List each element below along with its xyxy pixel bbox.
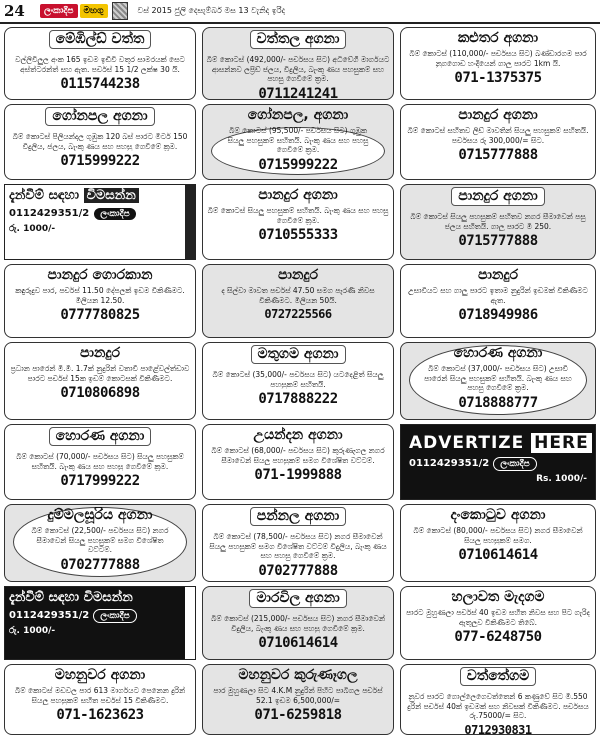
promo-title: දැන්වීම් සඳහා විමසන්න <box>9 590 133 605</box>
promo-brand-logo: ලංකාදීප <box>93 609 137 623</box>
page-number: 24 <box>4 2 25 20</box>
classified-ad <box>202 664 394 735</box>
ad-phone: 0710555333 <box>258 227 338 243</box>
advertise-phone: 0112429351/2 ලංකාදීප <box>409 457 587 471</box>
ad-title: කළුතර අගනා <box>457 30 539 46</box>
date-line: වස් 2015 ජුලි දෙසැම්බර් මස 13 වැනිද ඉරිද <box>137 6 286 15</box>
classified-ad <box>4 264 196 338</box>
ad-title: පානදුර අගනා <box>258 187 338 203</box>
ad-body: බිම් කොටස් පිලියන්දල ගුඹුක 120 බස් පාරට මීටර් 150 විදුලිය, ජලය, බැංකු ණය සහ පහසු ගෙවීමේ ක්‍රම. <box>12 132 188 151</box>
classified-ad <box>202 264 394 338</box>
ad-body: බිම් කොටස් (70,000/- පර්චසය සිට) සියලු පහසුකම් සහිතයි. බැංකු ණය සහ පහසු ගෙවීමේ ක්‍රම. <box>16 452 184 471</box>
ad-title: හොරණ අගනා <box>49 427 152 446</box>
page-header <box>0 0 600 24</box>
ad-body: බිම් කොටස් මඩවල පාර 613 මාර්ගයට පෙනෙන දුරින් සියලු පහසුකම් සහිත පර්චස් 15 විකිණීමට. <box>14 686 186 705</box>
ad-phone: 0712930831 <box>464 722 532 735</box>
ad-body: වල්ලිවිලුල අංක 165 ඉඩම ඉඩිවි වතුර සාමරයක් සෙට අස්ත්ටරන්ත් සහ ඇත. පර්චස් 15 1/2 ලක්ෂ 30 යි. <box>15 55 185 74</box>
ad-body: බිම් කොටස් සහිතව ලිඩ් මාවතින් සියලු පහසුකම් සහිතයි. පර්චසය රු 300,000/= සිට. <box>407 126 589 145</box>
promo-stripe <box>185 185 195 259</box>
classified-ad <box>202 586 394 660</box>
classified-ad <box>4 504 196 582</box>
promo-brand-logo: ලංකාදීප <box>93 207 137 221</box>
ad-phone: 077-6248750 <box>454 629 542 645</box>
ad-body: උසාවියට සහ ගාලු පාරට ඉතාම නුදුරින් ඉඩමක් විකිණීමට ඇත. <box>408 286 588 305</box>
classified-ad <box>4 27 196 100</box>
classified-ad <box>4 424 196 500</box>
logo-right-text: මහගු <box>80 4 108 18</box>
ad-phone: 0715999222 <box>60 153 140 169</box>
classified-ad <box>4 104 196 180</box>
emblem-icon <box>112 2 128 20</box>
classified-ad <box>202 504 394 582</box>
ad-body: ප්‍රධාන පාරෙන් මී.මී. 1.7ක් නුදුරින් වතාවී පාළේවල්ත්ඩාව පාරට පර්චස් 15ක ඉඩම් කොටසක් විකිණීමට. <box>10 364 190 383</box>
ad-title: මතුගම අගනා <box>251 345 346 364</box>
ad-body: බිම් කොටස් (78,500/- පර්චසය සිට) නගර සීමාවෙන් සියලු පහසුකම් සමග විශේෂිත වට්ටම් විදුලිය, බැංකු ණය සහ පහසු ගෙවීමේ ක්‍රම. <box>209 532 387 560</box>
ad-body: බිම් කොටස් (68,000/- පර්චසය සිට) කුරුණෑගල නගර සීමාවෙන් සියලු පහසුකම් සමග විශේෂිත වට්ටම්. <box>211 446 385 465</box>
promo-price: රු. 1000/- <box>9 626 56 636</box>
ad-phone: 0717888222 <box>258 391 338 407</box>
ad-body: බිම් කොටස් (95,500/- පර්චසය සිට) ගුඹුක සියලු පහසුකම් සහිතයි. බැංකු ණය සහ පහසු ගෙවීමේ ක්‍රම. <box>227 126 369 154</box>
ad-body: බිම් කොටස් (215,000/- පර්චසය සිට) නගර සීමාවෙන් විදුලිය, බැංකු ණය සහ පහසු ගෙවීමේ ක්‍රම. <box>210 614 385 633</box>
ad-title: වත්තේගම <box>460 667 536 686</box>
logo-left-text: ලංකාදීප <box>40 4 78 18</box>
ad-title: ගෝනපල, අගනා <box>247 107 349 123</box>
ad-phone: 0710614614 <box>458 547 538 563</box>
promo-phone: 0112429351/2 ලංකාදීප <box>9 207 181 221</box>
classified-ad <box>400 342 596 420</box>
ad-body: බිම් කොටස් සියලු පහසුකම් සහිතයි. බැංකු ණය සහ පහසු ගෙවීමේ ක්‍රම. <box>207 206 389 225</box>
classified-ad <box>4 664 196 735</box>
promo-stripe <box>185 587 195 659</box>
ad-phone: 0710806898 <box>60 385 140 401</box>
ad-body: බිම් කොටස් (35,000/- පර්චසය සිට) යටදෙළිත් සියලු පහසුකම් සහිතයි. <box>212 370 384 389</box>
ad-phone: 0702777888 <box>60 556 140 573</box>
ad-phone: 0715777888 <box>458 233 538 249</box>
ad-title: හොරණ අගනා <box>453 345 543 361</box>
advertising-promo <box>4 586 196 660</box>
ad-title: දුම්මලසූරිය අගනා <box>47 507 153 523</box>
advertise-title: ADVERTIZE HERE <box>409 433 587 453</box>
ad-title: පානදුර <box>477 267 519 283</box>
ad-title: පානදුර <box>79 345 121 361</box>
ad-title: මහනුවර අගනා <box>54 667 146 683</box>
classified-ad <box>400 104 596 180</box>
classified-ad <box>400 586 596 660</box>
ad-title: හලාවත මැදගම <box>451 589 545 605</box>
classified-ad <box>202 342 394 420</box>
ad-title: වත්තල අගනා <box>250 30 347 49</box>
ad-body: පාරට මුහුණලා පර්චස් 40 ඉඩම සහිත නිවස සහ පිට ගැරිද ඇතුලුව විකිණීමට තිබේ. <box>406 608 590 627</box>
ad-phone: 0717999222 <box>60 473 140 489</box>
ad-phone: 0718888777 <box>458 394 538 411</box>
ad-body: ද සිල්වා මාවත පර්චස් 47.50 සමග පැරණි නිවස විකිණීමට. මිලියන 50යි. <box>221 286 375 305</box>
ad-phone: 071-6259818 <box>254 707 342 723</box>
ad-phone: 071-1999888 <box>254 467 342 483</box>
classified-ad <box>400 664 596 735</box>
ad-body: බිම් කොටස් (22,500/- පර්චසය සිට) නගර සීමාවෙන් සියලු පහසුකම් සමග විශේෂිත වට්ටම්. <box>31 526 169 554</box>
ad-phone: 0710614614 <box>258 635 338 651</box>
promo-phone: 0112429351/2 ලංකාදීප <box>9 609 181 623</box>
ad-body: පාර මුහුණලා සිට 4.K.M නුදුරින් පිහිට පාබිගල පර්චස් 52.1 ඉඩම 6,500,000/= <box>213 686 383 705</box>
ad-phone: 071-1375375 <box>454 70 542 86</box>
classified-ad <box>400 27 596 100</box>
ad-body: බිම් කොටස් (110,000/- පර්චසය සිට) බණ්ඩාරගම පාර නුගගොඩ හංදියෙන් ගාලු පාරට 1km යි. <box>409 49 587 68</box>
ad-phone: 0718949986 <box>458 307 538 323</box>
classified-ad <box>202 184 394 260</box>
ad-body: කඳුරුදුව පාර, පර්චස් 11.50 දේපලක් ඉඩම විකිණීමට. මිලියන 12.50. <box>15 286 185 305</box>
ad-phone: 0115744238 <box>60 76 140 92</box>
ad-title: පානදුර අගනා <box>458 107 538 123</box>
advertise-brand-logo: ලංකාදීප <box>493 457 537 471</box>
ad-title: පානදුර අගනා <box>451 187 545 206</box>
ad-body: බිම් කොටස් (37,000/- පර්චසය සිට) උසාවි පාරෙන් සියලු පහසුකම් සහිතයි. බැංකු ණය සහ පහසු ගෙවීමේ ක්‍රම. <box>424 364 572 392</box>
advertise-price: Rs. 1000/- <box>536 474 587 484</box>
advertise-here-banner <box>400 424 596 500</box>
ad-body: බිම් කොටස් (492,000/- පර්චසය සිට) අධිවේගී මාර්ගයට ආසන්නව ලප්‍රිඩ් ජලය, විදුලිය, බැංකු ණය පහසුකම් සහ පහසු ගෙවීමේ ක්‍රම. <box>206 55 390 83</box>
classified-ad <box>400 184 596 260</box>
ad-phone: 0777780825 <box>60 307 140 323</box>
ad-title: මාරවිල අගනා <box>249 589 346 608</box>
classified-ad <box>202 424 394 500</box>
ad-phone: 071-1623623 <box>56 707 144 723</box>
ad-title: උයන්දන අගනා <box>253 427 343 443</box>
ad-phone: 0715999222 <box>258 156 338 173</box>
newspaper-logo <box>40 2 128 20</box>
classified-ad <box>202 27 394 100</box>
classified-ad <box>400 264 596 338</box>
ad-body: නුවර පාරට ගොල්ලෙගෙවත්තෙන් 6 කණුවේ සිට මී.550 දුරින් පර්චස් 40ක් ඉඩමක් සහ නිවසක් විකිණීමට. පර්චසය රු.75000/= සිට. <box>407 692 589 720</box>
ad-title: දංකොටුව අගනා <box>450 507 546 523</box>
classified-ad <box>4 342 196 420</box>
ad-title: පානදුර <box>277 267 319 283</box>
promo-title: දැන්වීම් සඳහා විමසන්න <box>9 188 181 203</box>
ad-phone: 0702777888 <box>258 562 338 579</box>
ad-title: ගෝනපල අගනා <box>45 107 154 126</box>
ad-title: මහනුවර කුරුණෑගල <box>238 667 358 683</box>
ad-phone: 0727225566 <box>264 307 332 321</box>
advertising-promo <box>4 184 196 260</box>
classified-ad <box>400 504 596 582</box>
promo-price: රු. 1000/- <box>9 224 56 234</box>
ad-title: පානදුර ගොරකාන <box>47 267 153 283</box>
ad-phone: 0711241241 <box>258 85 338 100</box>
ad-title: පන්නල අගනා <box>250 507 346 526</box>
ad-title: මේඹිල්ඩ් වත්ත <box>49 30 152 49</box>
ad-body: බිම් කොටස් (80,000/- පර්චසය සිට) නගර සීමාවෙන් සියලු පහසුකම් සමග. <box>413 526 583 545</box>
ad-body: බිම් කොටස් සියලු පහසුකම් සහිතව නගර සීමාවෙන් පසු ජලය සහිතයි. ගාලු පාරට මී 250. <box>410 212 586 231</box>
ad-phone: 0715777888 <box>458 147 538 163</box>
classified-ad <box>202 104 394 180</box>
